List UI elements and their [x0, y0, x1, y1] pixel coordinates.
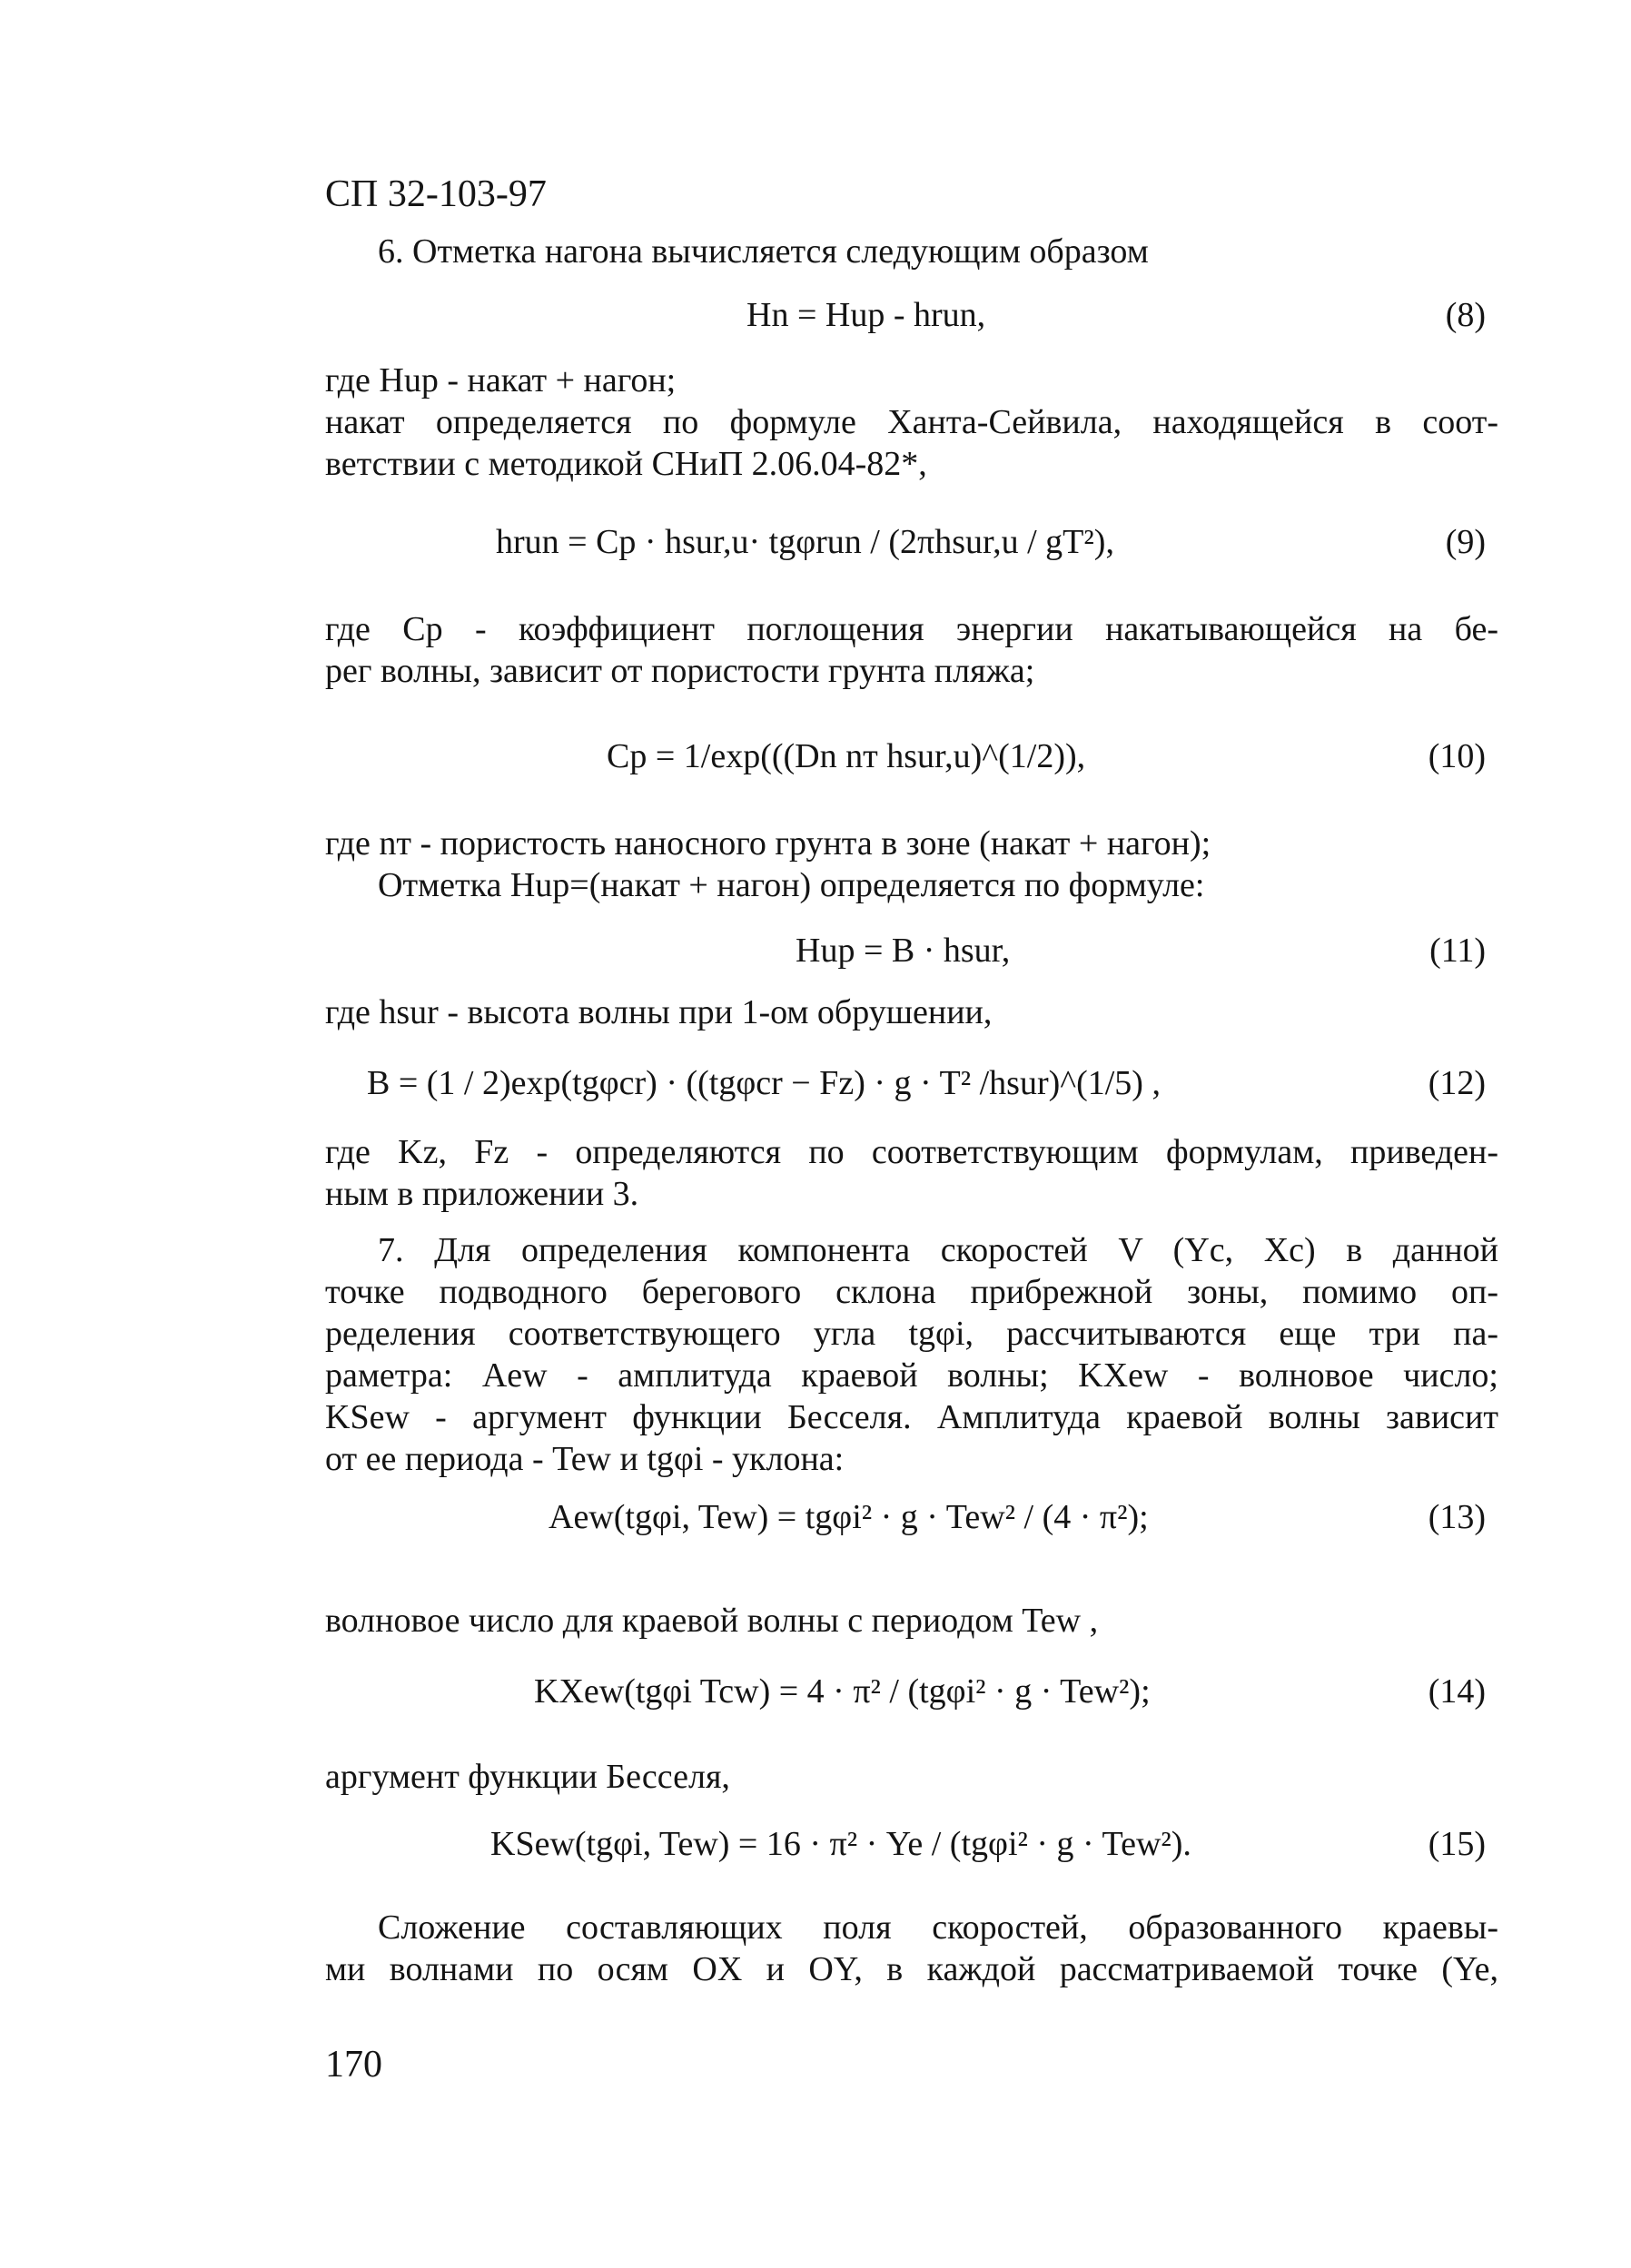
text-nakat-line-1: накат определяется по формуле Ханта-Сейвила, находящейся в соот-	[325, 403, 1498, 441]
formula-12: B = (1 / 2)exp(tgφcr) · ((tgφcr − Fz) · g · T² /hsur)^(1/5) ,	[367, 1064, 1161, 1102]
paragraph-7-line-6: от ее периода - Tew и tgφi - уклона:	[325, 1440, 845, 1478]
equation-number-9: (9)	[1445, 523, 1486, 561]
equation-number-14: (14)	[1428, 1672, 1486, 1711]
formula-8: Hn = Hup - hrun,	[746, 296, 986, 334]
text-nakat-line-2: ветствии с методикой СНиП 2.06.04-82*,	[325, 445, 927, 483]
equation-number-13: (13)	[1428, 1498, 1486, 1536]
equation-number-12: (12)	[1428, 1064, 1486, 1102]
text-cp-line-1: где Cp - коэффициент поглощения энергии накатывающейся на бе-	[325, 610, 1498, 648]
equation-number-11: (11)	[1429, 932, 1486, 970]
equation-number-8: (8)	[1445, 296, 1486, 334]
text-sum-line-1: Сложение составляющих поля скоростей, образованного краевы-	[378, 1908, 1498, 1947]
formula-14: KXew(tgφi Tcw) = 4 · π² / (tgφi² · g · Tew²);	[534, 1672, 1151, 1711]
text-wave-number: волновое число для краевой волны с периодом Tew ,	[325, 1602, 1099, 1640]
paragraph-7-line-5: KSew - аргумент функции Бесселя. Амплитуда краевой волны зависит	[325, 1398, 1498, 1436]
page-number: 170	[325, 2044, 382, 2086]
paragraph-7-line-1: 7. Для определения компонента скоростей V (Yc, Xc) в данной	[378, 1231, 1498, 1269]
text-kz-line-1: где Kz, Fz - определяются по соответствующим формулам, приведен-	[325, 1133, 1498, 1171]
formula-11: Hup = B · hsur,	[796, 932, 1011, 970]
text-cp-line-2: рег волны, зависит от пористости грунта пляжа;	[325, 652, 1035, 690]
formula-13: Aew(tgφi, Tew) = tgφi² · g · Tew² / (4 · π²);	[549, 1498, 1149, 1536]
formula-10: Cp = 1/exp(((Dn nт hsur,u)^(1/2)),	[607, 737, 1086, 775]
equation-number-10: (10)	[1428, 737, 1486, 775]
text-nt: где nт - пористость наносного грунта в зоне (накат + нагон);	[325, 824, 1211, 863]
paragraph-6-intro: 6. Отметка нагона вычисляется следующим образом	[378, 232, 1149, 271]
text-hsur: где hsur - высота волны при 1-ом обрушении,	[325, 993, 993, 1031]
text-otmetka: Отметка Hup=(накат + нагон) определяется по формуле:	[378, 866, 1205, 904]
text-where-hup: где Hup - накат + нагон;	[325, 361, 677, 399]
formula-15: KSew(tgφi, Tew) = 16 · π² · Ye / (tgφi² · g · Tew²).	[490, 1825, 1191, 1863]
text-bessel: аргумент функции Бесселя,	[325, 1758, 730, 1796]
paragraph-7-line-3: ределения соответствующего угла tgφi, рассчитываются еще три па-	[325, 1315, 1498, 1353]
document-id: СП 32-103-97	[325, 173, 547, 215]
text-sum-line-2: ми волнами по осям OX и OY, в каждой рассматриваемой точке (Ye,	[325, 1950, 1498, 1988]
paragraph-7-line-2: точке подводного берегового склона прибрежной зоны, помимо оп-	[325, 1273, 1498, 1311]
text-kz-line-2: ным в приложении 3.	[325, 1175, 639, 1213]
formula-9: hrun = Cp · hsur,u· tgφrun / (2πhsur,u / gT²),	[496, 523, 1114, 561]
equation-number-15: (15)	[1428, 1825, 1486, 1863]
paragraph-7-line-4: раметра: Aew - амплитуда краевой волны; KXew - волновое число;	[325, 1356, 1498, 1395]
